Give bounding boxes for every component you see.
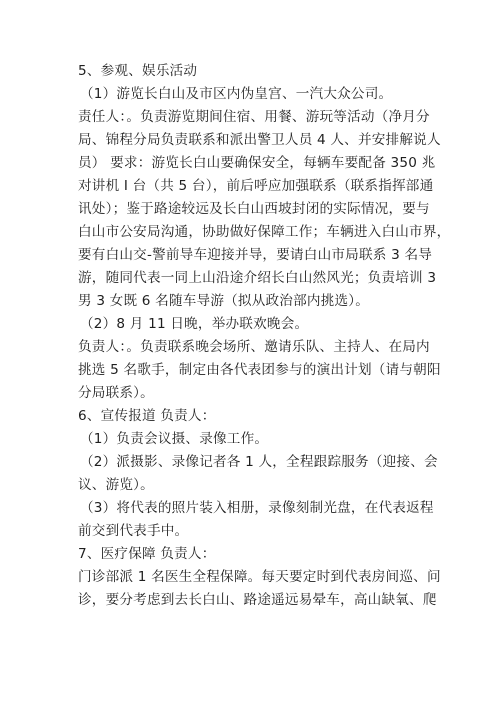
paragraph-line: （1）游览长白山及市区内伪皇宫、一汽大众公司。 bbox=[80, 86, 393, 102]
paragraph-line: 分局联系）。 bbox=[78, 385, 154, 401]
paragraph-line: （2）8 月 11 日晚，举办联欢晚会。 bbox=[80, 316, 309, 332]
section-heading-activities: 5、参观、娱乐活动 bbox=[78, 63, 198, 79]
section-heading-medical: 7、医疗保障 负责人： bbox=[78, 546, 216, 562]
paragraph-line: 诊，要分考虑到去长白山、路途遥远易晕车，高山缺氧、爬 bbox=[78, 592, 437, 608]
paragraph-line: 负责人：。负责联系晚会场所、邀请乐队、主持人、在局内 bbox=[78, 339, 430, 355]
paragraph-line: 白山市公安局沟通，协助做好保障工作；车辆进入白山市界， bbox=[78, 224, 451, 240]
paragraph-line: 对讲机 I 台（共 5 台），前后呼应加强联系（联系指挥部通 bbox=[78, 178, 434, 194]
paragraph-line: （2）派摄影、录像记者各 1 人，全程跟踪服务（迎接、会 bbox=[80, 454, 438, 470]
paragraph-line: 员） 要求：游览长白山要确保安全，每辆车要配备 350 兆 bbox=[78, 155, 436, 171]
paragraph-line: 讯处）；鉴于路途较远及长白山西坡封闭的实际情况，要与 bbox=[78, 201, 430, 217]
paragraph-line: （1）负责会议摄、录像工作。 bbox=[80, 431, 269, 447]
paragraph-line: 要有白山交-警前导车迎接并导，要请白山市局联系 3 名导 bbox=[78, 247, 433, 263]
paragraph-line: 门诊部派 1 名医生全程保障。每天要定时到代表房间巡、问 bbox=[78, 569, 441, 585]
paragraph-line: （3）将代表的照片装入相册，录像刻制光盘，在代表返程 bbox=[80, 500, 434, 516]
paragraph-line: 男 3 女既 6 名随车导游（拟从政治部内挑选）。 bbox=[78, 293, 370, 309]
paragraph-line: 责任人：。负责游览期间住宿、用餐、游玩等活动（净月分 bbox=[78, 109, 430, 125]
paragraph-line: 前交到代表手中。 bbox=[78, 523, 189, 539]
paragraph-line: 挑选 5 名歌手，制定由各代表团参与的演出计划（请与朝阳 bbox=[78, 362, 441, 378]
document-body bbox=[78, 60, 451, 612]
section-heading-publicity: 6、宣传报道 负责人： bbox=[78, 408, 216, 424]
paragraph-line: 议、游览）。 bbox=[78, 477, 154, 493]
paragraph-line: 游，随同代表一同上山沿途介绍长白山然风光；负责培训 3 bbox=[78, 270, 437, 286]
paragraph-line: 局、锦程分局负责联系和派出警卫人员 4 人、并安排解说人 bbox=[78, 132, 441, 148]
